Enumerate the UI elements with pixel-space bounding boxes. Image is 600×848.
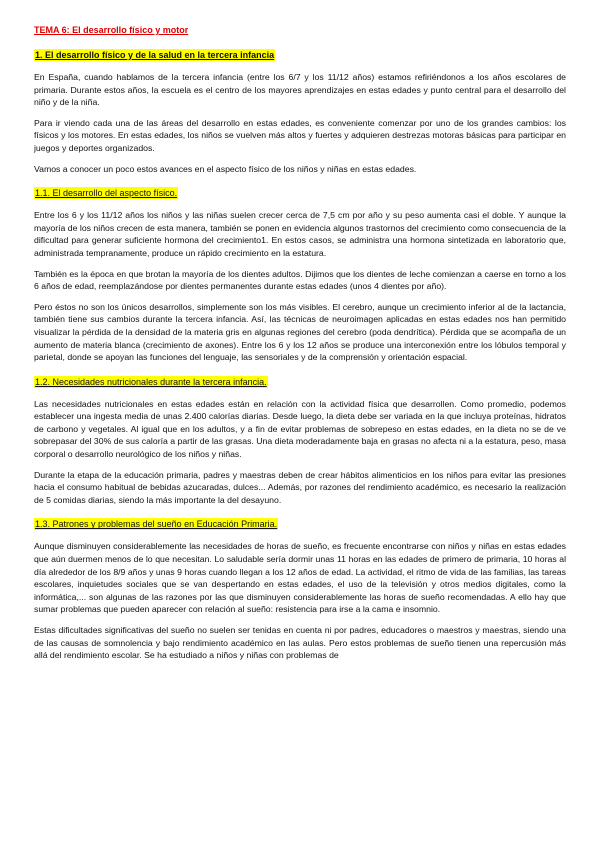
paragraph: Durante la etapa de la educación primaria, padres y maestras deben de crear hábitos alimenticios en los niños para evitar las presiones hacia el consumo habitual de bebidas azucaradas, dulces... Además, por razones del rendimiento académico, es necesario la realización de 5 comidas diarias, siendo la más importante la del desayuno. (34, 469, 566, 505)
section-1-3-heading-text: 1.3. Patrones y problemas del sueño en Educación Primaria. (35, 519, 278, 530)
paragraph: Entre los 6 y los 11/12 años los niños y las niñas suelen crecer cerca de 7,5 cm por año y su peso aumenta casi el doble. Y aunque la mayoría de los niños crecen de esta manera, también se ponen en evidencia algunos trastornos del crecimiento como consecuencia de la dificultad para generar suficiente hormona del crecimiento1. En estos casos, se administra una hormona sintetizada en laboratorio que, administrada tempranamente, produce un rápido crecimiento en la estatura. (34, 210, 566, 258)
section-1-1-heading-text: 1.1. El desarrollo del aspecto físico. (35, 188, 178, 199)
paragraph: Para ir viendo cada una de las áreas del desarrollo en estas edades, es conveniente comenzar por uno de los grandes cambios: los físicos y los motores. En estas edades, los niños se vuelven más altos y fuertes y adquieren destrezas motoras básicas para participar en juegos y deportes organizados. (34, 117, 566, 153)
section-1-2-heading (34, 372, 566, 390)
section-1-heading-text: 1. El desarrollo físico y de la salud en la tercera infancia (35, 50, 275, 60)
section-1-3-heading (34, 514, 566, 532)
paragraph: También es la época en que brotan la mayoría de los dientes adultos. Dijimos que los dientes de leche comienzan a caerse en torno a los 6 años de edad, reemplazándose por dientes permanentes durante estas edades (unos 4 dientes por año). (34, 268, 566, 292)
document-title: TEMA 6: El desarrollo físico y motor (34, 25, 189, 35)
section-1-2-heading-text: 1.2. Necesidades nutricionales durante la tercera infancia. (35, 376, 267, 387)
paragraph: Estas dificultades significativas del sueño no suelen ser tenidas en cuenta ni por padres, educadores o maestros y maestras, siendo una de las causas de somnolencia y bajo rendimiento académico en las aulas. Pero estos problemas de sueño tienen una repercusión más allá del rendimiento escolar. Se ha estudiado a niños y niñas con problemas de (34, 625, 566, 661)
paragraph: En España, cuando hablamos de la tercera infancia (entre los 6/7 y los 11/12 años) estamos refiriéndonos a los años escolares de primaria. Durante estos años, la escuela es el centro de los mayores aprendizajes en estas edades y punto central para el desarrollo del niño y de la niña. (34, 72, 566, 108)
section-1-1-heading (34, 183, 566, 201)
paragraph: Pero éstos no son los únicos desarrollos, simplemente son los más visibles. El cerebro, aunque un crecimiento inferior al de la lactancia, también tiene sus cambios durante la tercera infancia. Así, las técnicas de neuroimagen aplicadas en estas edades nos han permitido visualizar la pérdida de la densidad de la materia gris en algunas regiones del cerebro (poda dendrítica). Pérdida que se acompaña de un aumento de materia blanca (crecimiento de axones). Entre los 6 y los 12 años se produce una interconexión entre los lóbulos temporal y parietal, donde se apoyan las funciones del lenguaje, las sensoriales y de la comprensión y orientación espacial. (34, 301, 566, 363)
paragraph: Aunque disminuyen considerablemente las necesidades de horas de sueño, es frecuente encontrarse con niños y niñas en estas edades que aún duermen menos de lo que necesitan. Lo saludable sería dormir unas 11 horas en las edades de primero de primaria, 10 horas al día alrededor de los 8/9 años y unas 9 horas cuando llegan a los 12 años de edad. La actividad, el ritmo de vida de las familias, las tareas escolares, inquietudes sociales que se van despertando en estas edades, el uso de la televisión y otros medios digitales, como la informática,... son algunas de las razones por las que disminuyen considerablemente las horas de sueño recomendadas. A ello hay que sumar problemas que pueden aparecer con relación al sueño: resistencia para irse a la cama e insomnio. (34, 541, 566, 615)
section-1-heading (34, 45, 566, 63)
paragraph: Vamos a conocer un poco estos avances en el aspecto físico de los niños y niñas en estas edades. (34, 163, 417, 174)
paragraph: Las necesidades nutricionales en estas edades están en relación con la actividad física que desarrollen. Como promedio, podemos establecer una ingesta media de unas 2.400 calorías diarias. Desde luego, la dieta debe ser variada en la que incluya proteínas, hidratos de carbono y vegetales. Al igual que en los adultos, y a fin de evitar problemas de sobrepeso en estas edades, en la dieta no se de ve sobrepasar del 30% de sus caloría a partir de las grasas. Una dieta moderadamente baja en grasas no afecta ni a la estatura, peso, masa corporal o desarrollo neurológico de los niños y niñas. (34, 398, 566, 460)
